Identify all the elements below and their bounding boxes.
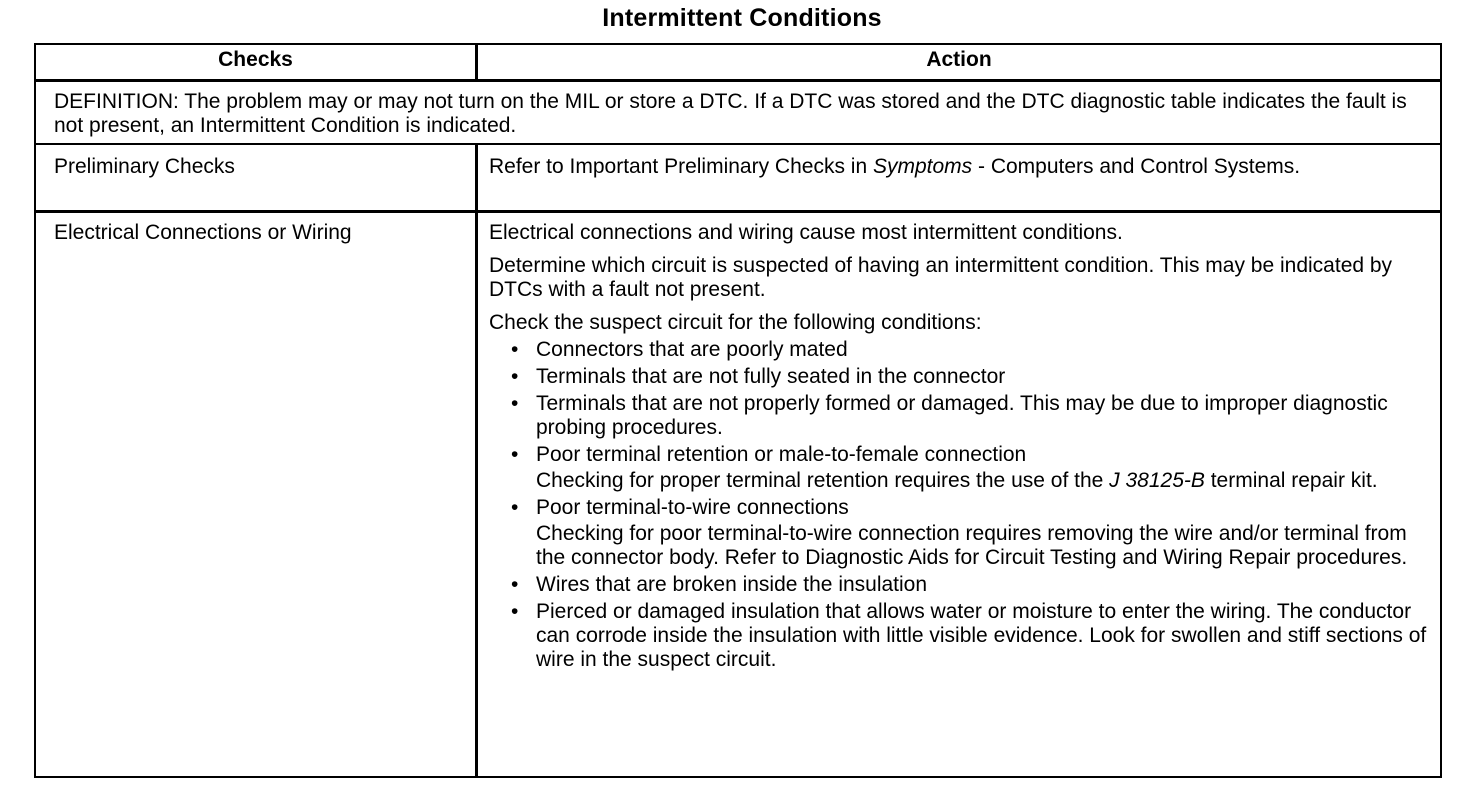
conditions-list xyxy=(489,338,1439,672)
list-item: • Terminals that are not fully seated in the connector xyxy=(511,365,1006,388)
intermittent-conditions-table xyxy=(34,43,1442,778)
list-item: • Poor terminal retention or male-to-female connection Checking for proper terminal retention requires the use of the J 38125-B terminal repair kit. xyxy=(489,443,1439,493)
bullet-icon: • xyxy=(511,573,519,596)
bullet-icon: • xyxy=(511,443,519,466)
page-title: Intermittent Conditions xyxy=(602,4,882,32)
list-item-detail: Checking for proper terminal retention requires the use of the J 38125-B terminal repair kit. xyxy=(536,469,1378,492)
bullet-icon: • xyxy=(511,600,519,623)
bullet-icon: • xyxy=(511,496,519,519)
header-divider xyxy=(36,79,1440,82)
bullet-icon: • xyxy=(511,392,519,415)
bullet-icon: • xyxy=(511,338,519,361)
header-action: Action xyxy=(926,48,992,71)
header-checks: Checks xyxy=(218,48,293,71)
electrical-para-2: Determine which circuit is suspected of having an intermittent condition. This may be indicated by DTCs with a fault not present. xyxy=(489,254,1393,301)
electrical-para-3: Check the suspect circuit for the following conditions: xyxy=(489,311,982,334)
definition-divider xyxy=(36,143,1440,145)
list-item: • Connectors that are poorly mated xyxy=(511,338,848,361)
tool-reference: J 38125-B xyxy=(1109,469,1205,492)
definition-text: DEFINITION: The problem may or may not turn on the MIL or store a DTC. If a DTC was stored and the DTC diagnostic table indicates the fault is not present, an Intermittent Condition is indicated. xyxy=(54,90,1407,137)
bullet-icon: • xyxy=(511,365,519,388)
electrical-connections-action xyxy=(489,221,1439,675)
body-column-divider xyxy=(475,143,478,778)
electrical-connections-label: Electrical Connections or Wiring xyxy=(54,221,352,244)
preliminary-divider xyxy=(36,210,1440,213)
preliminary-action-suffix: - Computers and Control Systems. xyxy=(972,155,1301,178)
preliminary-checks-action xyxy=(489,155,1439,179)
list-item: • Poor terminal-to-wire connections Checking for poor terminal-to-wire connection requires removing the wire and/or terminal from the connector body. Refer to Diagnostic Aids for Circuit Testing and Wiring Repair procedures. xyxy=(489,496,1439,570)
list-item-detail: Checking for poor terminal-to-wire connection requires removing the wire and/or terminal from the connector body. Refer to Diagnostic Aids for Circuit Testing and Wiring Repair procedures. xyxy=(536,522,1408,569)
list-item: • Terminals that are not properly formed or damaged. This may be due to improper diagnostic probing procedures. xyxy=(511,392,1388,439)
electrical-para-1: Electrical connections and wiring cause most intermittent conditions. xyxy=(489,221,1123,244)
preliminary-checks-label: Preliminary Checks xyxy=(54,155,235,178)
preliminary-action-prefix: Refer to Important Preliminary Checks in xyxy=(489,155,873,178)
list-item: • Pierced or damaged insulation that allows water or moisture to enter the wiring. The conductor can corrode inside the insulation with little visible evidence. Look for swollen and stiff sections of wire in the suspect circuit. xyxy=(511,600,1427,671)
list-item: • Wires that are broken inside the insulation xyxy=(511,573,928,596)
symptoms-reference: Symptoms xyxy=(872,155,973,178)
